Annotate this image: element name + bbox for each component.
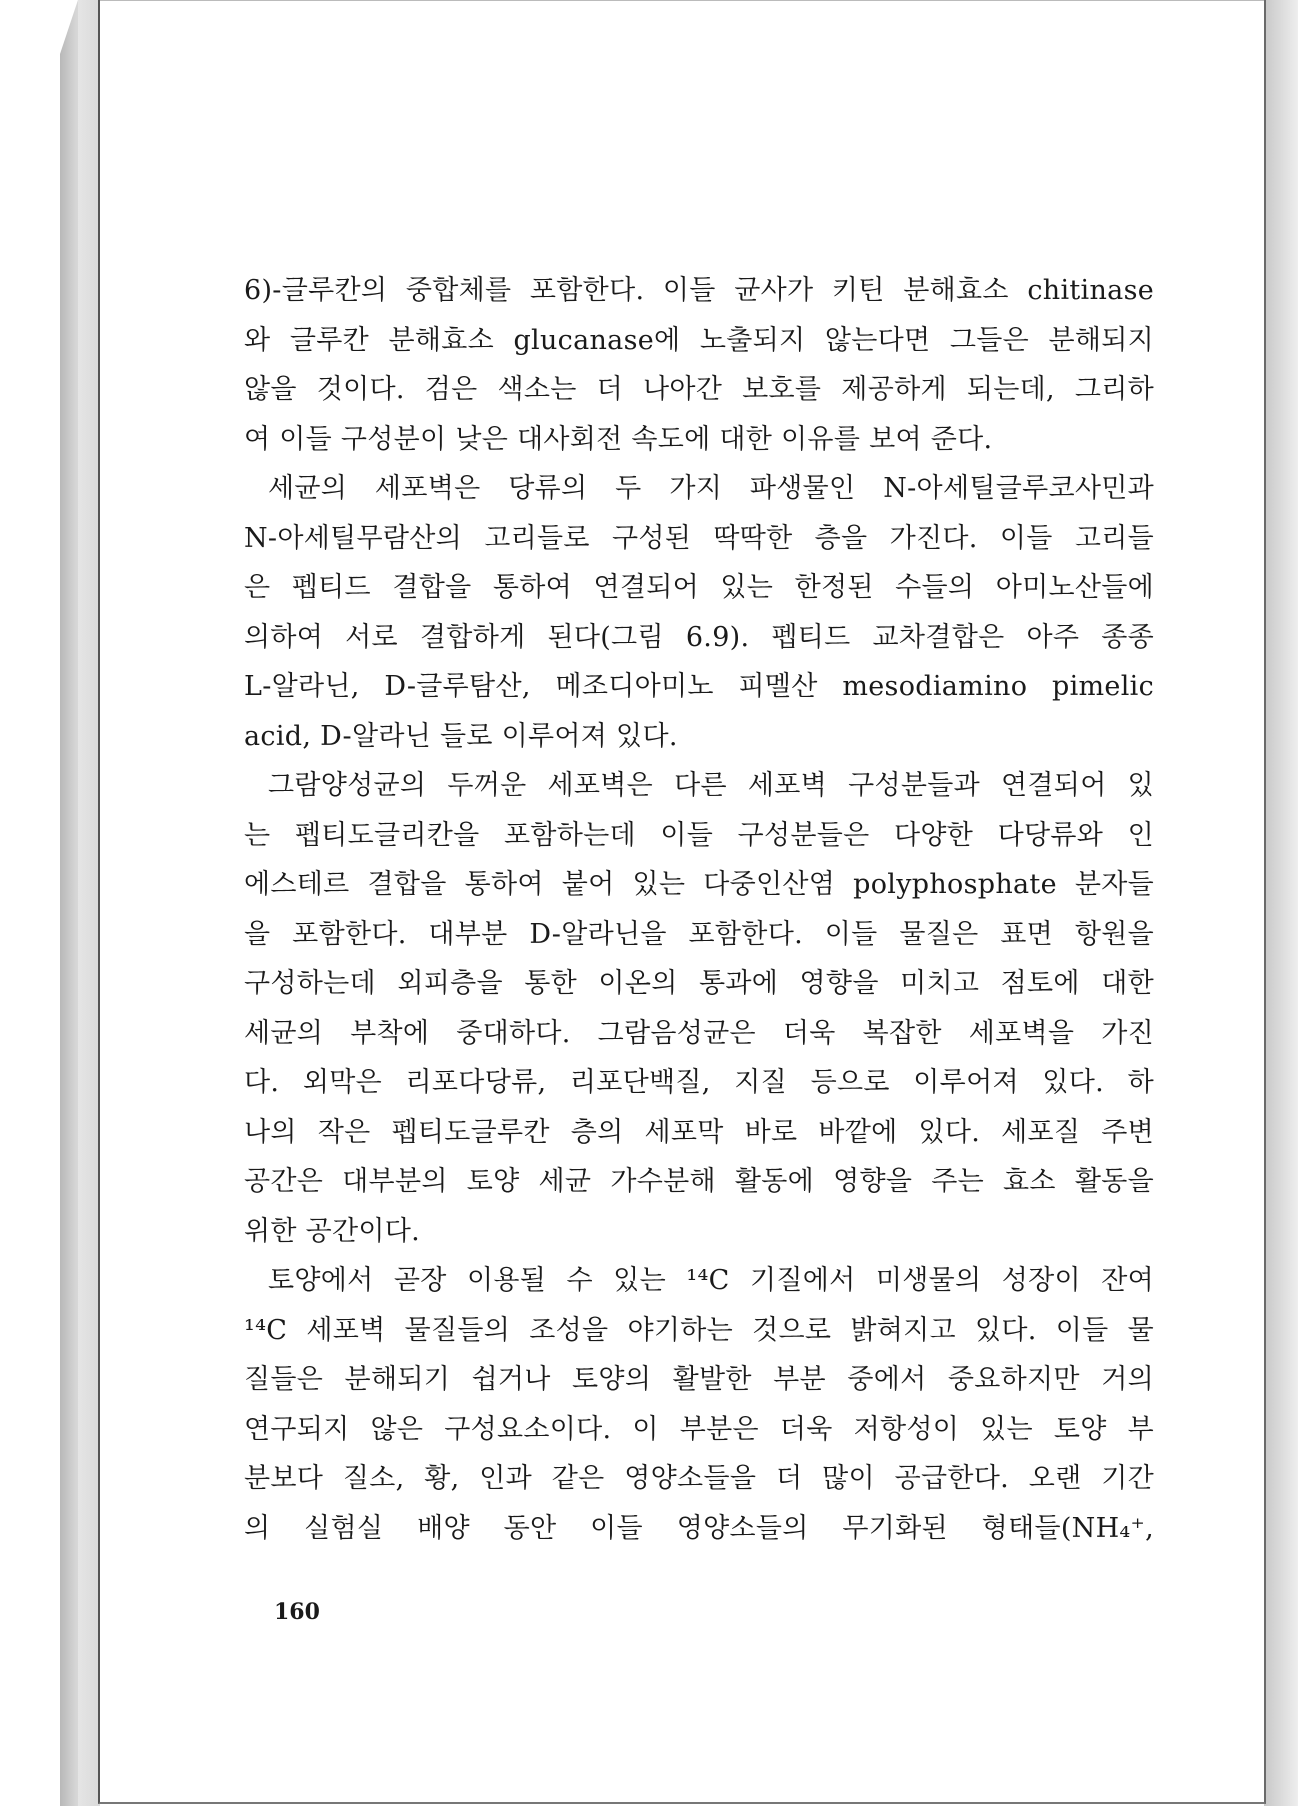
text-line: acid, D-알라닌 들로 이루어져 있다. bbox=[244, 720, 678, 752]
page-shadow bbox=[1264, 0, 1298, 1806]
text-line: 는 펩티도글리칸을 포함하는데 이들 구성분들은 다양한 다당류와 인 bbox=[244, 819, 1154, 851]
text-line: 세균의 세포벽은 당류의 두 가지 파생물인 N-아세틸글루코사민과 bbox=[268, 473, 1154, 504]
text-line: 그람양성균의 두꺼운 세포벽은 다른 세포벽 구성분들과 연결되어 있 bbox=[268, 770, 1154, 801]
text-line: 분보다 질소, 황, 인과 같은 영양소들을 더 많이 공급한다. 오랜 기간 bbox=[244, 1463, 1154, 1494]
text-line: ¹⁴C 세포벽 물질들의 조성을 야기하는 것으로 밝혀지고 있다. 이들 물 bbox=[244, 1314, 1154, 1346]
text-line: N-아세틸무람산의 고리들로 구성된 딱딱한 층을 가진다. 이들 고리들 bbox=[244, 522, 1154, 554]
text-line: 의하여 서로 결합하게 된다(그림 6.9). 펩티드 교차결합은 아주 종종 bbox=[244, 621, 1154, 653]
text-line: 나의 작은 펩티도글루칸 층의 세포막 바로 바깥에 있다. 세포질 주변 bbox=[244, 1116, 1154, 1148]
text-line: 세균의 부착에 중대하다. 그람음성균은 더욱 복잡한 세포벽을 가진 bbox=[244, 1017, 1154, 1049]
page bbox=[98, 0, 1266, 1804]
text-line: 구성하는데 외피층을 통한 이온의 통과에 영향을 미치고 점토에 대한 bbox=[244, 968, 1154, 999]
book-spine-edge bbox=[60, 0, 78, 1806]
page-number: 160 bbox=[274, 1599, 320, 1625]
text-line: 않을 것이다. 검은 색소는 더 나아간 보호를 제공하게 되는데, 그리하 bbox=[244, 374, 1154, 405]
text-line: 의 실험실 배양 동안 이들 영양소들의 무기화된 형태들(NH₄⁺, bbox=[244, 1512, 1154, 1544]
text-line: 연구되지 않은 구성요소이다. 이 부분은 더욱 저항성이 있는 토양 부 bbox=[244, 1413, 1154, 1445]
text-line: 여 이들 구성분이 낮은 대사회전 속도에 대한 이유를 보여 준다. bbox=[244, 423, 993, 455]
text-line: 토양에서 곧장 이용될 수 있는 ¹⁴C 기질에서 미생물의 성장이 잔여 bbox=[268, 1265, 1154, 1296]
page-inner bbox=[100, 0, 1264, 1802]
text-line: 와 글루칸 분해효소 glucanase에 노출되지 않는다면 그들은 분해되지 bbox=[244, 324, 1154, 356]
body-text bbox=[244, 266, 1154, 1553]
text-line: 6)-글루칸의 중합체를 포함한다. 이들 균사가 키틴 분해효소 chitinase bbox=[244, 275, 1154, 306]
text-line: 다. 외막은 리포다당류, 리포단백질, 지질 등으로 이루어져 있다. 하 bbox=[244, 1067, 1154, 1098]
text-line: 은 펩티드 결합을 통하여 연결되어 있는 한정된 수들의 아미노산들에 bbox=[244, 572, 1154, 603]
text-line: 을 포함한다. 대부분 D-알라닌을 포함한다. 이들 물질은 표면 항원을 bbox=[244, 918, 1154, 950]
text-line: 질들은 분해되기 쉽거나 토양의 활발한 부분 중에서 중요하지만 거의 bbox=[244, 1364, 1154, 1395]
text-line: 에스테르 결합을 통하여 붙어 있는 다중인산염 polyphosphate 분자들 bbox=[244, 869, 1154, 900]
text-line: 공간은 대부분의 토양 세균 가수분해 활동에 영향을 주는 효소 활동을 bbox=[244, 1166, 1154, 1197]
text-line: L-알라닌, D-글루탐산, 메조디아미노 피멜산 mesodiamino pimelic bbox=[244, 671, 1154, 702]
text-line: 위한 공간이다. bbox=[244, 1215, 421, 1247]
